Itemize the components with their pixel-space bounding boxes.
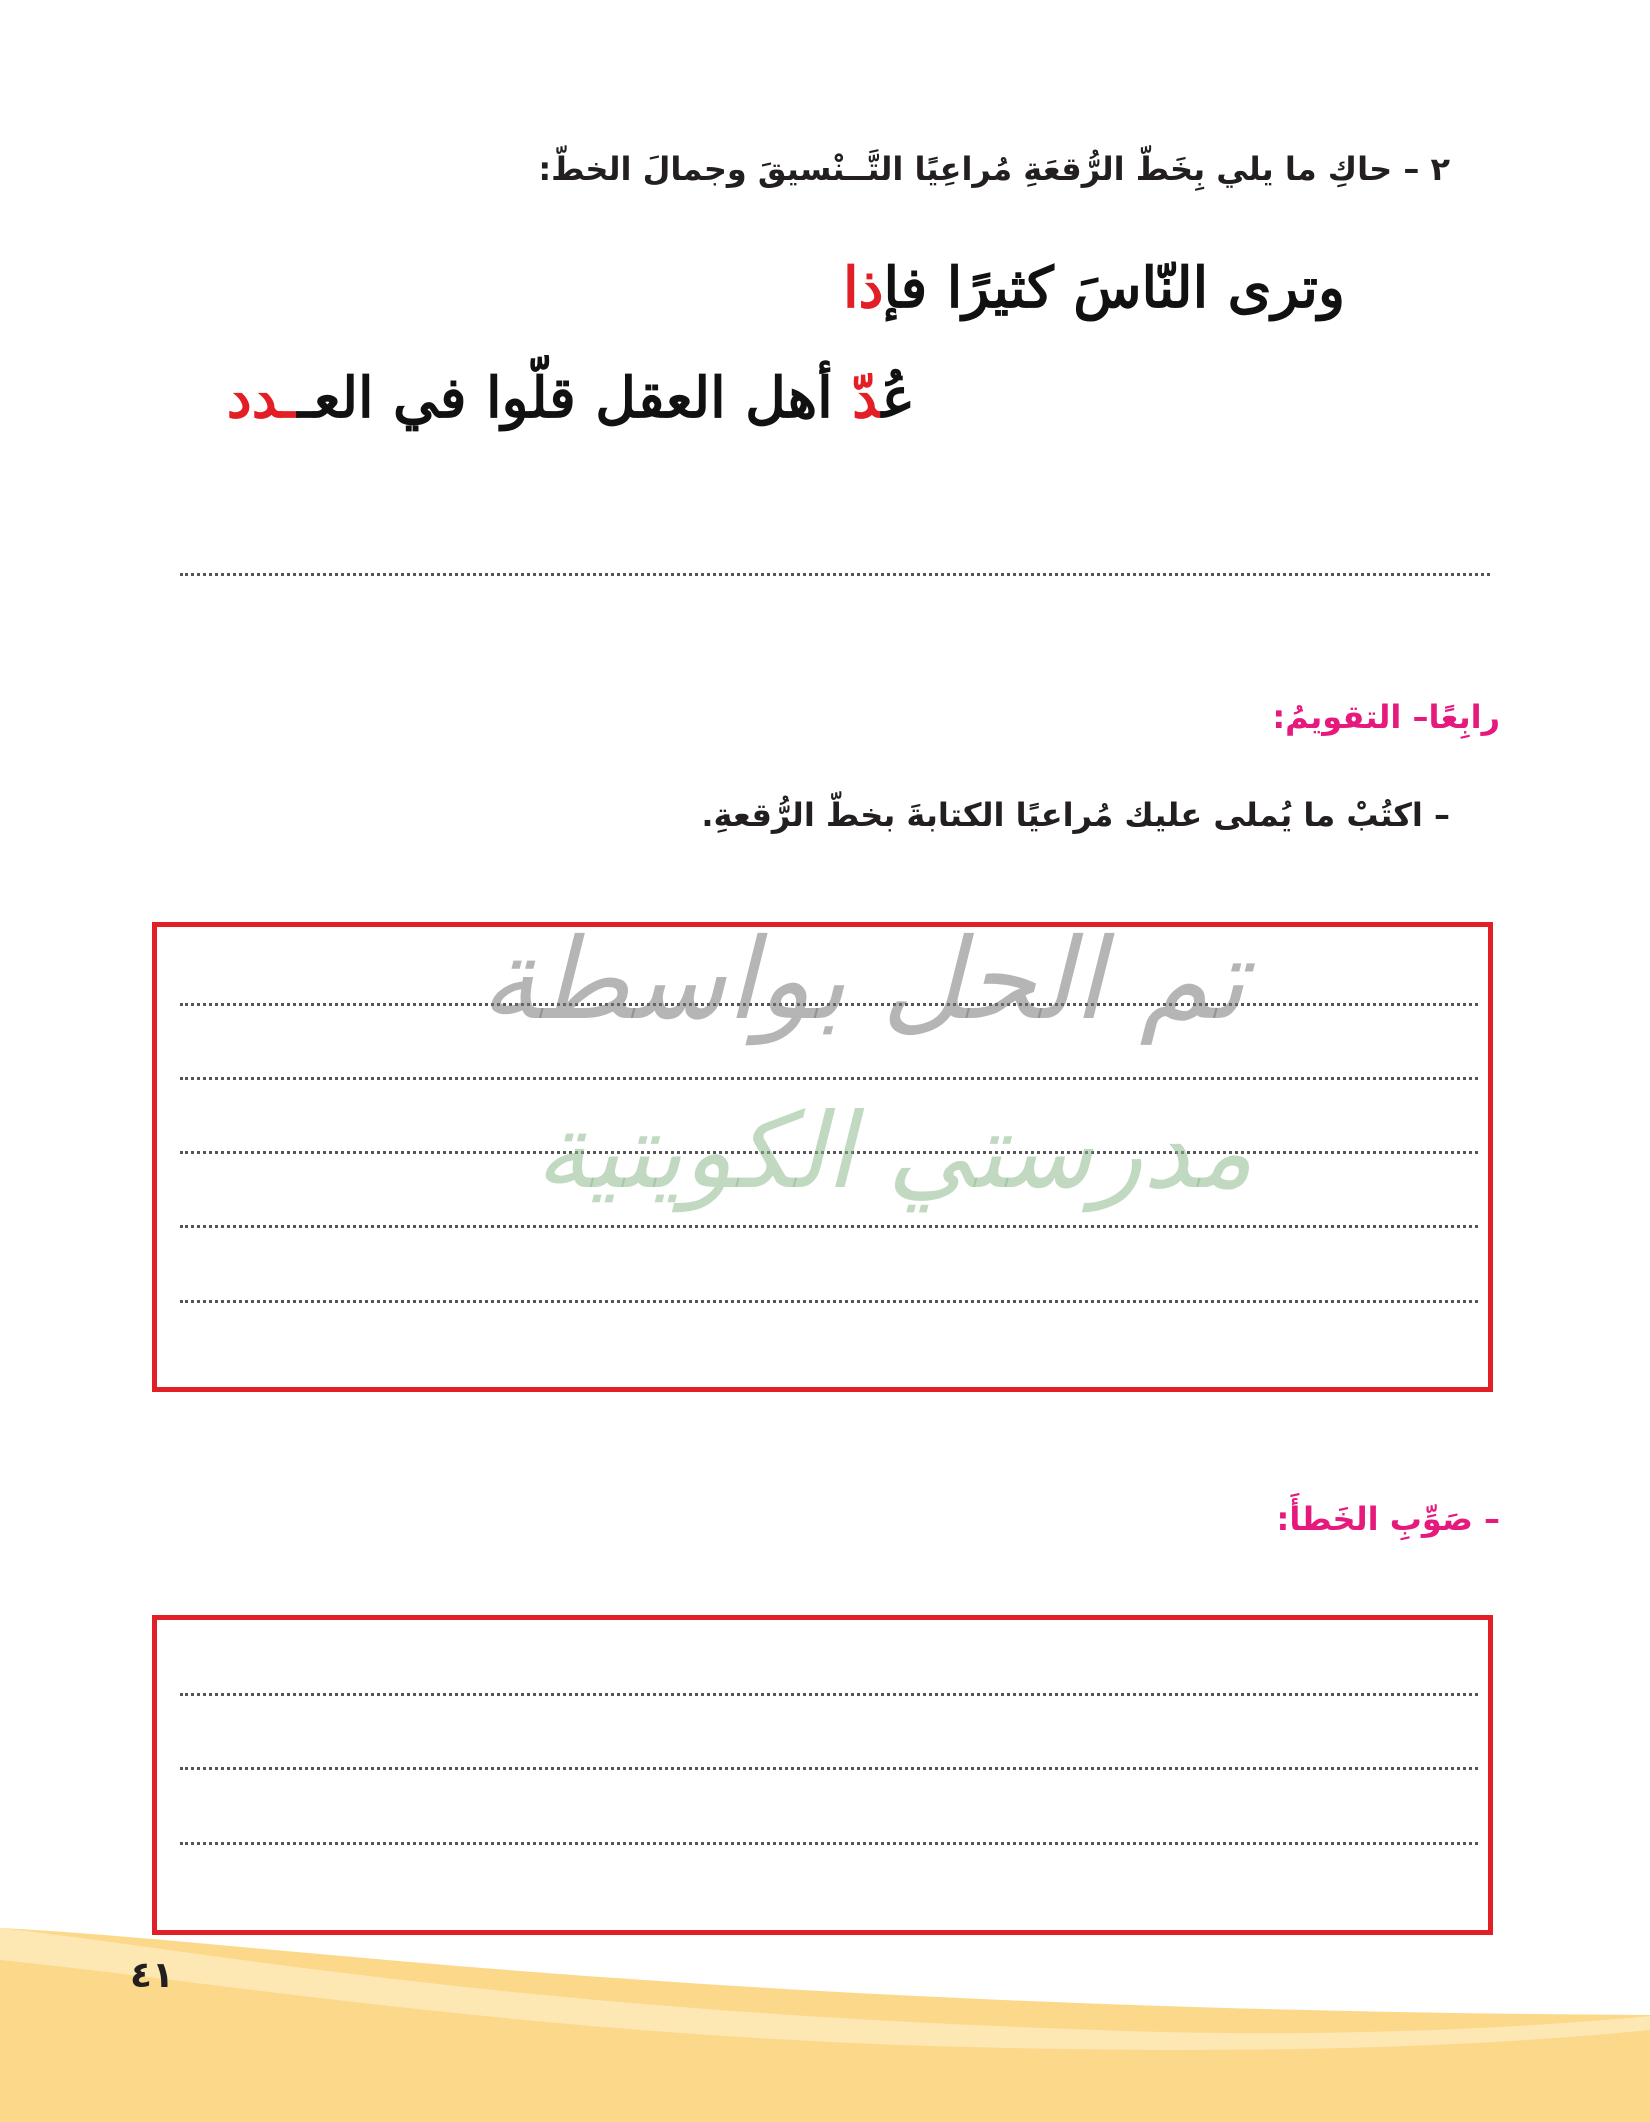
dictation-line[interactable]	[180, 1300, 1478, 1303]
correct-error-heading: – صَوِّبِ الخَطأَ:	[1276, 1500, 1500, 1538]
dictation-line[interactable]	[180, 1077, 1478, 1080]
verse-line-2	[227, 365, 915, 431]
watermark-line-1: تم الحل بواسطة	[480, 915, 1246, 1045]
verse-line-2-red-letter: دّ	[852, 365, 882, 431]
verse-line-1	[843, 255, 1345, 321]
page-number: ٤١	[130, 1955, 174, 1996]
correction-line[interactable]	[180, 1842, 1478, 1845]
verse-line-2-middle: أهل العقل قلّوا في العـ	[297, 365, 833, 431]
dictation-line[interactable]	[180, 1225, 1478, 1228]
writing-line-exercise-2[interactable]	[180, 573, 1490, 576]
exercise-2-prompt: ٢ – حاكِ ما يلي بِخَطّ الرُّقعَةِ مُراعِيًا التَّــنْسيقَ وجمالَ الخطّ:	[538, 150, 1450, 188]
section-heading-evaluation: رابِعًا– التقويمُ:	[1272, 698, 1500, 736]
correction-line[interactable]	[180, 1767, 1478, 1770]
dictation-instruction: – اكتُبْ ما يُملى عليك مُراعيًا الكتابةَ بخطّ الرُّقعةِ.	[701, 796, 1450, 834]
verse-line-1-red-letters: ذا	[842, 255, 884, 321]
correction-line[interactable]	[180, 1693, 1478, 1696]
watermark-line-2: مدرستي الكويتية	[535, 1090, 1253, 1212]
verse-line-2-start: عُ	[881, 365, 915, 431]
verse-line-1-text: وترى النّاسَ كثيرًا فإ	[883, 255, 1345, 321]
footer-wave-decoration	[0, 1920, 1650, 2122]
correction-answer-box[interactable]	[152, 1615, 1493, 1935]
verse-line-2-red-ending: ـدد	[226, 365, 298, 431]
